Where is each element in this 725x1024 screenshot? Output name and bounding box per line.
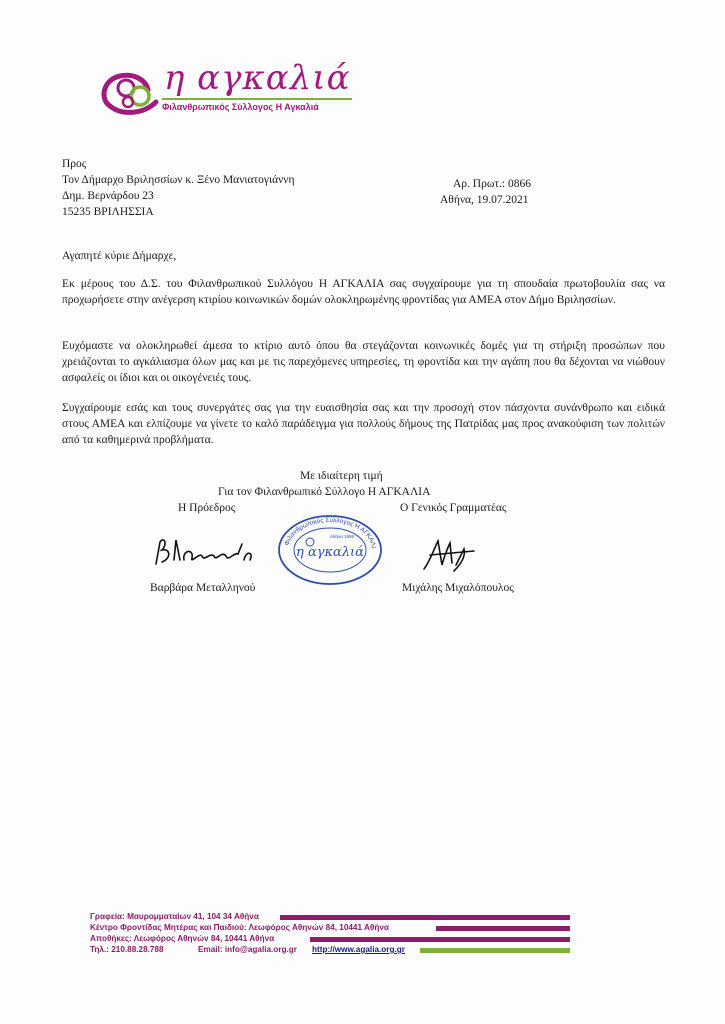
footer-email: Email: info@agalia.org.gr <box>198 945 297 954</box>
protocol-number: Αρ. Πρωτ.: 0866 <box>453 178 531 190</box>
footer <box>90 912 590 962</box>
closing-line-1: Με ιδιαίτερη τιμή <box>300 470 383 482</box>
logo-script-text: η αγκαλιά <box>164 58 351 98</box>
secretary-title: Ο Γενικός Γραμματέας <box>400 502 507 514</box>
logo-subtitle: Φιλανθρωπικός Σύλλογος Η Αγκαλιά <box>162 102 319 112</box>
body-paragraph-1: Εκ μέρους του Δ.Σ. του Φιλανθρωπικού Συλλόγου Η ΑΓΚΑΛΙΑ σας συγχαίρουμε για τη σπουδαία πρωτοβουλία σας να προχωρήσετε στην ανέγερση κτιρίου κοινωνικών δομών ολοκληρωμένης φροντίδας για ΑΜΕΑ στον Δήμο Βριλησσίων. <box>62 278 665 306</box>
footer-office: Γραφεία: Μαυρομματαίων 41, 104 34 Αθήνα <box>90 912 262 922</box>
closing-line-2: Για τον Φιλανθρωπικό Σύλλογο Η ΑΓΚΑΛΙΑ <box>218 486 431 498</box>
stamp-center-text: η αγκαλιά <box>296 545 364 560</box>
salutation: Αγαπητέ κύριε Δήμαρχε, <box>62 250 177 262</box>
logo-underline <box>162 98 352 100</box>
body-paragraph-2: Ευχόμαστε να ολοκληρωθεί άμεσα το κτίριο αυτό όπου θα στεγάζονται κοινωνικές δομές για τη στήριξη προσώπων που χρειάζονται το αγκάλιασμα όλων μας και με τις παρεχόμενες υπηρεσίες, τη φροντίδα και την αγάπη που θα δέχονται να νιώθουν ασφαλείς οι ίδιοι και οι οικογένειές τους. <box>62 340 665 384</box>
secretary-signature-icon <box>420 535 480 575</box>
organization-stamp <box>276 512 384 586</box>
footer-bar-3 <box>310 937 570 942</box>
president-name: Βαρβάρα Μεταλληνού <box>150 582 256 594</box>
body-paragraph-3: Συγχαίρουμε εσάς και τους συνεργάτες σας για την ευαισθησία σας και την προσοχή στον πάσχοντα συνάνθρωπο και ειδικά στους ΑΜΕΑ και ελπίζουμε να γίνετε το καλό παράδειγμα για πολλούς δήμους της Πατρίδας μας προς ανακούφιση των πολιτών από τα καθημερινά προβλήματα. <box>62 402 665 446</box>
footer-bar-2 <box>436 926 570 931</box>
footer-bar-1 <box>280 915 570 920</box>
president-title: Η Πρόεδρος <box>178 502 236 514</box>
organization-logo <box>100 58 360 124</box>
place-date: Αθήνα, 19.07.2021 <box>440 194 529 206</box>
president-signature-icon <box>150 530 260 574</box>
recipient-line-2: Δημ. Βερνάρδου 23 <box>62 190 154 202</box>
recipient-to: Προς <box>62 158 87 170</box>
svg-text:Φιλανθρωπικός Σύλλογος Η ΑΓΚΑΛ <box>276 512 377 549</box>
footer-warehouses: Αποθήκες: Λεωφόρος Αθηνών 84, 10441 Αθήνα <box>90 934 277 944</box>
footer-care-center: Κέντρο Φροντίδας Μητέρας και Παιδιού: Λεωφόρος Αθηνών 84, 10441 Αθήνα <box>90 923 392 933</box>
logo-mark-icon <box>100 66 164 118</box>
footer-bar-4 <box>420 948 570 953</box>
recipient-line-3: 15235 ΒΡΙΛΗΣΣΙΑ <box>62 206 154 218</box>
stamp-year-text: Αθήνα 1998 <box>329 534 355 539</box>
recipient-line-1: Τον Δήμαρχο Βριλησσίων κ. Ξένο Μανιατογιάννη <box>62 174 295 186</box>
footer-phone: Τηλ.: 210.88.28.788 <box>90 945 164 954</box>
footer-website-link[interactable]: http://www.agalia.org.gr <box>312 945 408 955</box>
stamp-ring-text: Φιλανθρωπικός Σύλλογος Η ΑΓΚΑΛΙ <box>283 516 377 549</box>
secretary-name: Μιχάλης Μιχαλόπουλος <box>402 582 514 594</box>
